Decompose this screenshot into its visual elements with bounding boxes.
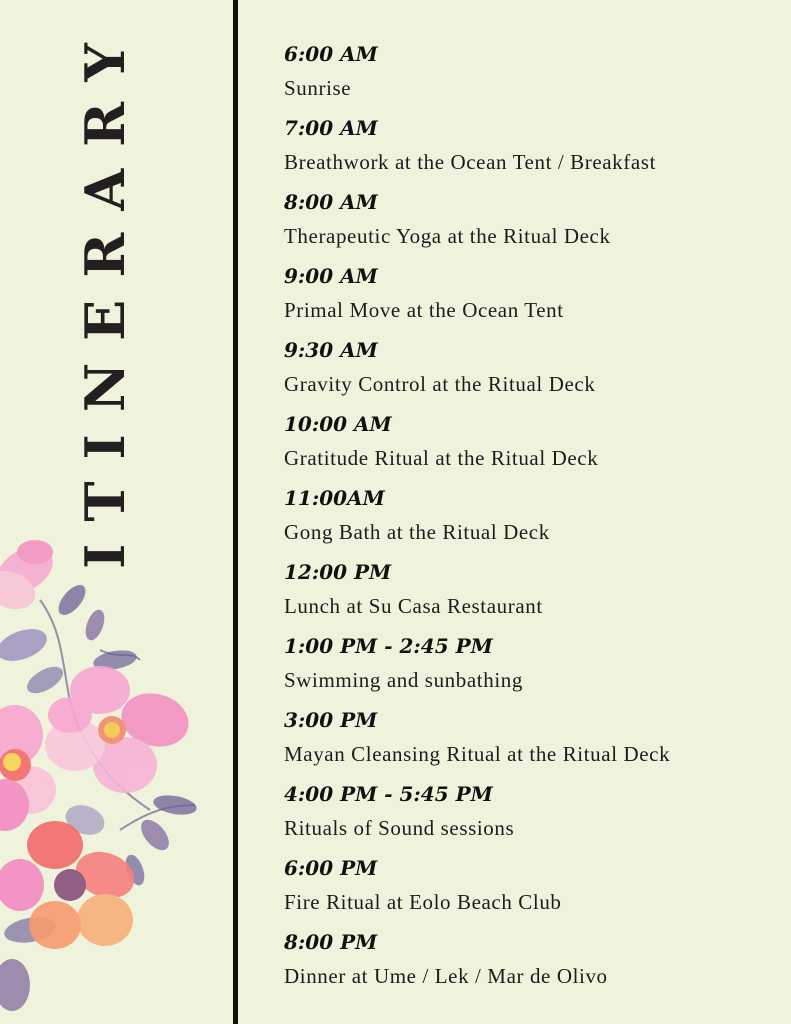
vertical-divider — [233, 0, 238, 1024]
schedule-entry — [284, 706, 784, 780]
entry-time: 4:00 PM - 5:45 PM — [284, 782, 493, 806]
schedule-entry — [284, 780, 784, 854]
schedule-list — [284, 40, 784, 1002]
entry-time: 1:00 PM - 2:45 PM — [284, 634, 493, 658]
schedule-entry — [284, 336, 784, 410]
entry-time: 9:30 AM — [284, 338, 378, 362]
schedule-entry — [284, 188, 784, 262]
schedule-entry — [284, 854, 784, 928]
schedule-entry — [284, 262, 784, 336]
entry-time: 3:00 PM — [284, 708, 378, 732]
schedule-entry — [284, 410, 784, 484]
entry-activity: Gravity Control at the Ritual Deck — [284, 372, 596, 396]
schedule-entry — [284, 928, 784, 1002]
page-title: ITINERARY — [73, 21, 137, 569]
entry-time: 10:00 AM — [284, 412, 392, 436]
entry-activity: Swimming and sunbathing — [284, 668, 523, 692]
entry-activity: Gratitude Ritual at the Ritual Deck — [284, 446, 599, 470]
schedule-entry — [284, 558, 784, 632]
schedule-entry — [284, 484, 784, 558]
entry-time: 12:00 PM — [284, 560, 392, 584]
entry-activity: Gong Bath at the Ritual Deck — [284, 520, 550, 544]
entry-activity: Mayan Cleansing Ritual at the Ritual Deck — [284, 742, 671, 766]
entry-time: 8:00 AM — [284, 190, 378, 214]
entry-time: 7:00 AM — [284, 116, 378, 140]
entry-activity: Fire Ritual at Eolo Beach Club — [284, 890, 562, 914]
entry-activity: Rituals of Sound sessions — [284, 816, 515, 840]
schedule-entry — [284, 40, 784, 114]
entry-time: 9:00 AM — [284, 264, 378, 288]
entry-time: 6:00 AM — [284, 42, 378, 66]
entry-activity: Dinner at Ume / Lek / Mar de Olivo — [284, 964, 608, 988]
schedule-entry — [284, 632, 784, 706]
entry-time: 11:00AM — [284, 486, 385, 510]
entry-activity: Lunch at Su Casa Restaurant — [284, 594, 543, 618]
entry-time: 6:00 PM — [284, 856, 378, 880]
entry-time: 8:00 PM — [284, 930, 378, 954]
entry-activity: Primal Move at the Ocean Tent — [284, 298, 564, 322]
schedule-entry — [284, 114, 784, 188]
title-area — [40, 21, 170, 569]
entry-activity: Therapeutic Yoga at the Ritual Deck — [284, 224, 611, 248]
entry-activity: Breathwork at the Ocean Tent / Breakfast — [284, 150, 657, 174]
watercolor-flowers-illustration — [0, 530, 230, 1024]
entry-activity: Sunrise — [284, 76, 352, 100]
